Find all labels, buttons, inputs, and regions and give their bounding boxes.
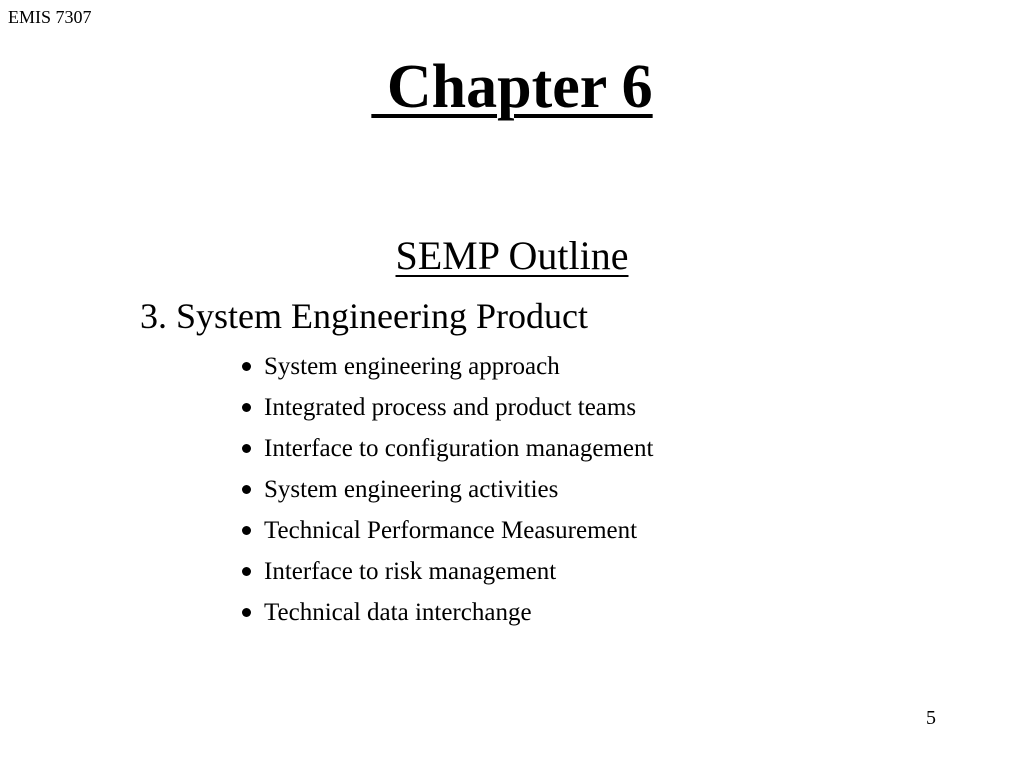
section-heading: 3. System Engineering Product	[140, 296, 588, 336]
list-item-text: System engineering approach	[264, 353, 560, 380]
course-label: EMIS 7307	[8, 7, 92, 27]
list-item-text: Integrated process and product teams	[264, 394, 637, 421]
list-item	[240, 469, 653, 510]
list-item-text: Technical Performance Measurement	[264, 517, 638, 544]
list-item-text: Interface to risk management	[264, 558, 557, 585]
list-item	[240, 428, 653, 469]
list-item	[240, 551, 653, 592]
bullet-icon	[242, 403, 251, 412]
list-item-text: System engineering activities	[264, 476, 559, 503]
list-item-text: Interface to configuration management	[264, 435, 654, 462]
list-item	[240, 346, 653, 387]
chapter-title-text: Chapter 6	[371, 53, 653, 121]
list-item	[240, 592, 653, 633]
list-item	[240, 387, 653, 428]
bullet-icon	[242, 567, 251, 576]
chapter-title	[0, 52, 1024, 122]
bullet-icon	[242, 485, 251, 494]
bullet-list	[240, 346, 653, 633]
bullet-icon	[242, 526, 251, 535]
slide-subtitle-text: SEMP Outline	[395, 233, 629, 278]
list-item-text: Technical data interchange	[264, 599, 532, 626]
bullet-icon	[242, 608, 251, 617]
list-item	[240, 510, 653, 551]
slide-subtitle	[0, 232, 1024, 280]
bullet-icon	[242, 444, 251, 453]
bullet-icon	[242, 362, 251, 371]
page-number: 5	[926, 707, 936, 729]
